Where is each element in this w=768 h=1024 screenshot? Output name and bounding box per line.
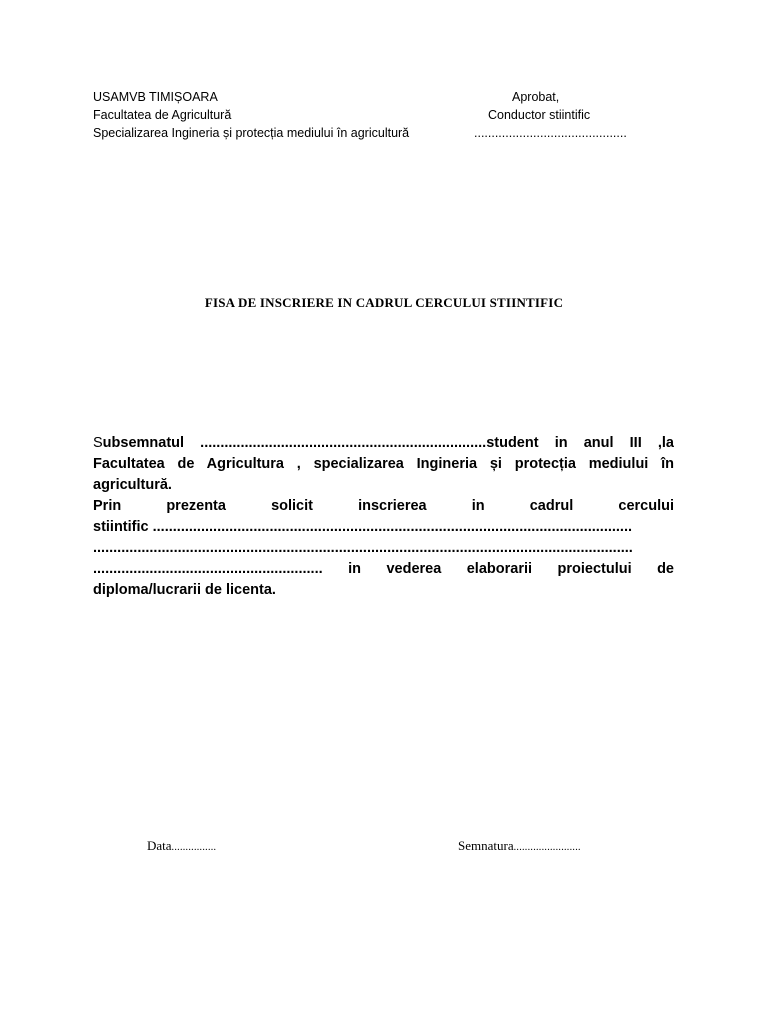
university-name: USAMVB TIMIȘOARA [93,90,218,104]
body-line-3: agricultură. [93,477,172,493]
document-title: FISA DE INSCRIERE IN CADRUL CERCULUI STIINTIFIC [204,295,564,310]
signature-dots: ........................ [513,842,581,853]
body-line-7: ......................................................... in vederea elaborarii proiectului de [93,561,674,577]
specialization-name: Specializarea Ingineria și protecția mediului în agricultură [93,126,410,140]
body-line-4: Prin prezenta solicit inscrierea in cadrul cercului [93,498,674,514]
initial-letter: S [93,435,103,451]
body-line-5: stiintific ....................................................................................................................... [93,519,633,535]
body-line-2: Facultatea de Agricultura , specializarea Ingineria și protecția mediului în [93,456,674,472]
institution-header [93,88,409,142]
date-field [147,838,216,854]
body-line-6: ...................................................................................................................................... [93,540,633,556]
body-line-1 [93,433,674,454]
signature-label: Semnatura [458,838,514,853]
request-paragraph [93,433,674,601]
body-line-1-text: ubsemnatul .......................................................................student in anul III ,la [102,435,674,451]
signature-field [458,838,581,854]
date-dots: ................ [171,842,217,853]
faculty-name: Facultatea de Agricultură [93,108,232,122]
approved-label: Aprobat, [512,90,560,104]
date-label: Data [147,838,172,853]
approval-block [474,88,674,142]
coordinator-role: Conductor stiintific [488,108,591,122]
body-line-8: diploma/lucrarii de licenta. [93,582,276,598]
coordinator-signature-line: ............................................ [474,126,627,140]
